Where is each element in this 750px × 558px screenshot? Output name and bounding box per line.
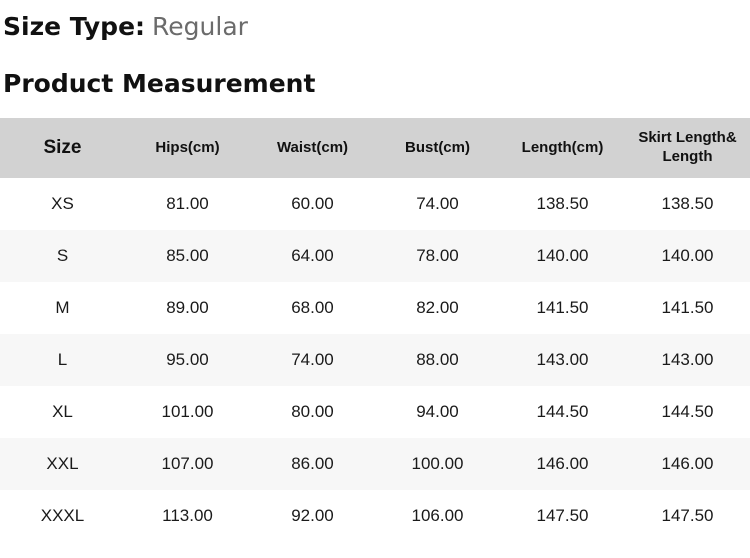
skirt-length-cell: 143.00 bbox=[625, 334, 750, 386]
bust-cell: 100.00 bbox=[375, 438, 500, 490]
hips-cell: 95.00 bbox=[125, 334, 250, 386]
skirt-length-cell: 146.00 bbox=[625, 438, 750, 490]
column-header-hips: Hips(cm) bbox=[125, 118, 250, 178]
length-cell: 141.50 bbox=[500, 282, 625, 334]
table-row bbox=[0, 438, 750, 490]
waist-cell: 92.00 bbox=[250, 490, 375, 542]
size-type-value: Regular bbox=[152, 12, 248, 41]
skirt-length-cell: 140.00 bbox=[625, 230, 750, 282]
bust-cell: 94.00 bbox=[375, 386, 500, 438]
waist-cell: 64.00 bbox=[250, 230, 375, 282]
length-cell: 146.00 bbox=[500, 438, 625, 490]
column-header-skirt-length-text: Skirt Length&Length bbox=[638, 129, 737, 165]
size-cell: M bbox=[0, 282, 125, 334]
bust-cell: 78.00 bbox=[375, 230, 500, 282]
skirt-length-cell: 144.50 bbox=[625, 386, 750, 438]
table-header-row bbox=[0, 118, 750, 178]
waist-cell: 60.00 bbox=[250, 178, 375, 230]
size-cell: XXXL bbox=[0, 490, 125, 542]
measurement-table bbox=[0, 118, 750, 542]
table-row bbox=[0, 178, 750, 230]
hips-cell: 89.00 bbox=[125, 282, 250, 334]
table-row bbox=[0, 490, 750, 542]
waist-cell: 68.00 bbox=[250, 282, 375, 334]
skirt-length-cell: 147.50 bbox=[625, 490, 750, 542]
column-header-size: Size bbox=[0, 118, 125, 178]
size-type-line bbox=[3, 11, 750, 44]
length-cell: 140.00 bbox=[500, 230, 625, 282]
size-cell: XL bbox=[0, 386, 125, 438]
table-row bbox=[0, 230, 750, 282]
column-header-waist: Waist(cm) bbox=[250, 118, 375, 178]
length-cell: 144.50 bbox=[500, 386, 625, 438]
hips-cell: 113.00 bbox=[125, 490, 250, 542]
skirt-length-cell: 141.50 bbox=[625, 282, 750, 334]
size-cell: XS bbox=[0, 178, 125, 230]
table-row bbox=[0, 282, 750, 334]
length-cell: 143.00 bbox=[500, 334, 625, 386]
hips-cell: 85.00 bbox=[125, 230, 250, 282]
column-header-skirt-length bbox=[625, 118, 750, 178]
length-cell: 147.50 bbox=[500, 490, 625, 542]
column-header-length: Length(cm) bbox=[500, 118, 625, 178]
length-cell: 138.50 bbox=[500, 178, 625, 230]
hips-cell: 81.00 bbox=[125, 178, 250, 230]
column-header-bust: Bust(cm) bbox=[375, 118, 500, 178]
table-row bbox=[0, 386, 750, 438]
bust-cell: 74.00 bbox=[375, 178, 500, 230]
waist-cell: 86.00 bbox=[250, 438, 375, 490]
waist-cell: 74.00 bbox=[250, 334, 375, 386]
size-type-label: Size Type: bbox=[3, 12, 146, 41]
hips-cell: 107.00 bbox=[125, 438, 250, 490]
waist-cell: 80.00 bbox=[250, 386, 375, 438]
table-row bbox=[0, 334, 750, 386]
size-cell: L bbox=[0, 334, 125, 386]
skirt-length-cell: 138.50 bbox=[625, 178, 750, 230]
size-cell: S bbox=[0, 230, 125, 282]
bust-cell: 106.00 bbox=[375, 490, 500, 542]
page-title: Product Measurement bbox=[3, 68, 316, 98]
bust-cell: 88.00 bbox=[375, 334, 500, 386]
hips-cell: 101.00 bbox=[125, 386, 250, 438]
size-cell: XXL bbox=[0, 438, 125, 490]
product-measurement-section bbox=[0, 11, 750, 542]
bust-cell: 82.00 bbox=[375, 282, 500, 334]
